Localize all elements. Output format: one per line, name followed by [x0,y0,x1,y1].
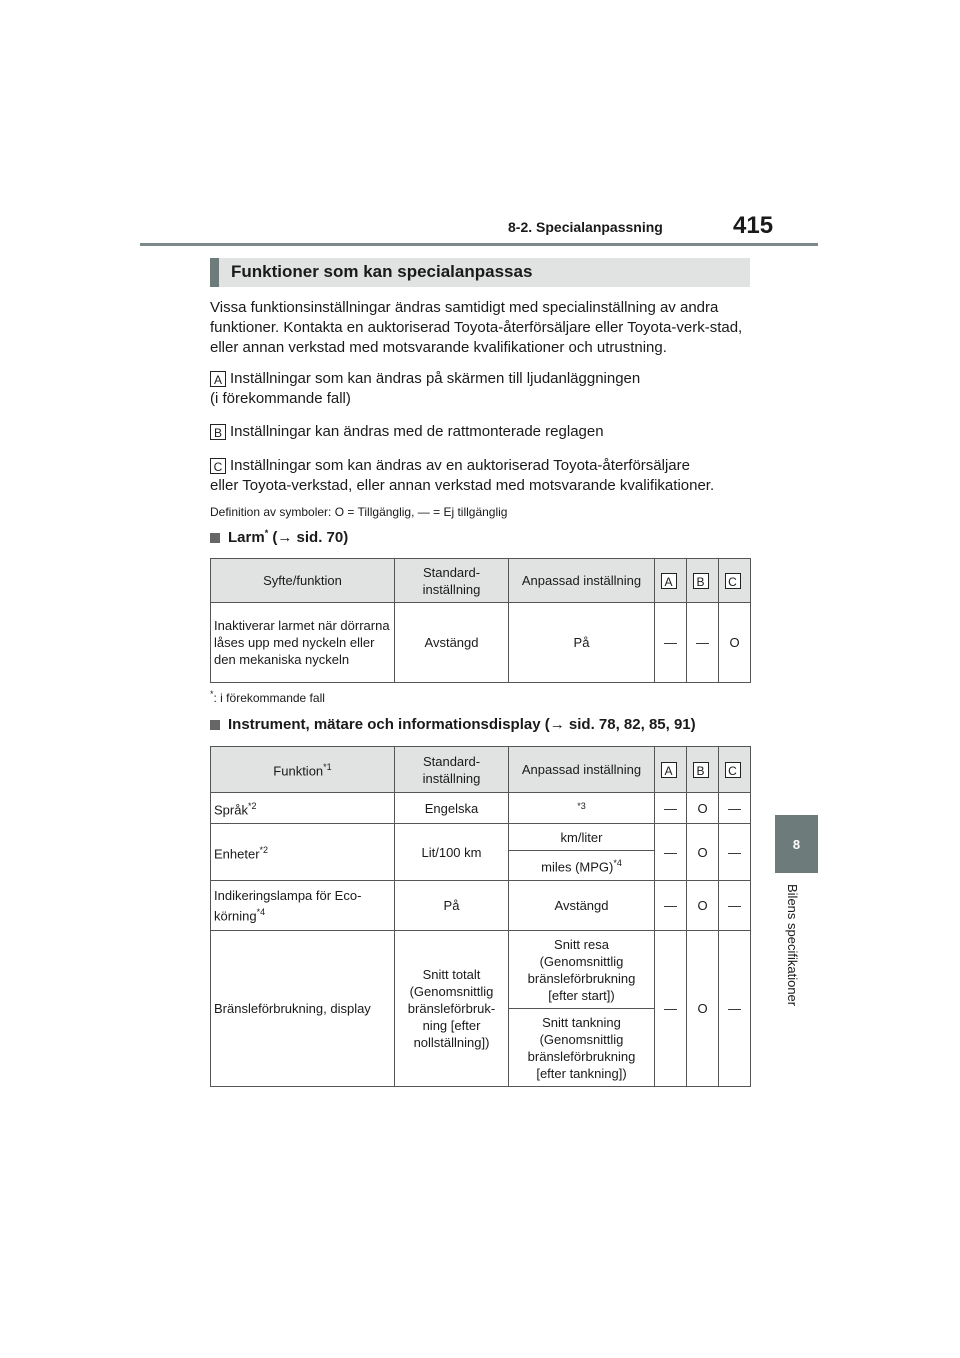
table-footnote: *: i förekommande fall [210,689,325,705]
table-row: Bränsleförbrukning, display Snitt totalt (Genomsnittlig bränsleförbruk-ning [efter nollställning]) Snitt resa (Genomsnittlig bränsleförbrukning [efter start]) — O — [211,931,751,1009]
key-a-text2: (i förekommande fall) [210,390,351,407]
key-a-icon: A [210,371,226,387]
heading-accent [210,258,219,287]
table-row: Enheter$^{*2}$ Lit/100 km km/liter — O — [211,824,751,851]
key-b [210,422,755,442]
symbol-definition: Definition av symboler: O = Tillgänglig, — = Ej tillgänglig [210,505,508,519]
key-b-icon: B [693,573,709,589]
key-c-text: Inställningar som kan ändras av en auktoriserad Toyota-återförsäljare [230,457,690,474]
alarm-heading: Larm* (→ sid. 70) [210,528,348,546]
chapter-tab: 8 [775,815,818,873]
table-row: Indikeringslampa för Eco-körning$^{*4}$ På Avstängd — O — [211,881,751,931]
key-b-icon: B [693,762,709,778]
table-header-row: Funktion$^{*1}$ Standard-inställning Anpassad inställning A B C [211,747,751,793]
instrument-heading: Instrument, mätare och informationsdisplay (→ sid. 78, 82, 85, 91) [210,716,696,733]
key-c-icon: C [210,458,226,474]
key-a [210,369,755,409]
heading-text: Funktioner som kan specialanpassas [231,262,533,281]
square-bullet-icon [210,533,220,543]
intro-paragraph: Vissa funktionsinställningar ändras samtidigt med specialinställning av andra funktioner. Kontakta en auktoriserad Toyota-återförsäljare eller Toyota-verk-stad, eller annan verkstad med motsvarande kvalifikationer och utrustning. [210,299,743,356]
table-header-row: Syfte/funktion Standard-inställning Anpassad inställning A B C [211,559,751,603]
page-number: 415 [733,212,774,239]
section-title: 8-2. Specialanpassning [508,219,663,235]
table-row: Snitt tankning (Genomsnittlig bränsleförbrukning [efter tankning]) [211,1009,751,1087]
key-c-text2: eller Toyota-verkstad, eller annan verkstad med motsvarande kvalifikationer. [210,477,715,494]
table-row: Inaktiverar larmet när dörrarna låses upp med nyckeln eller den mekaniska nyckeln Avstängd På — — O [211,603,751,683]
key-a-icon: A [661,762,677,778]
chapter-label: Bilens specifikationer [785,884,800,1007]
key-b-text: Inställningar kan ändras med de rattmonterade reglagen [230,423,604,440]
key-b-icon: B [210,424,226,440]
table-row: Språk$^{*2}$ Engelska $^{*3}$ — O — [211,793,751,824]
section-heading [210,258,750,287]
key-a-icon: A [661,573,677,589]
square-bullet-icon [210,720,220,730]
table-row: miles (MPG)$^{*4}$ [211,851,751,881]
header-rule [140,243,818,246]
instrument-table [210,746,751,1087]
key-c-icon: C [725,762,741,778]
key-a-text: Inställningar som kan ändras på skärmen till ljudanläggningen [230,370,641,387]
key-c-icon: C [725,573,741,589]
key-c [210,456,755,496]
alarm-table [210,558,751,683]
